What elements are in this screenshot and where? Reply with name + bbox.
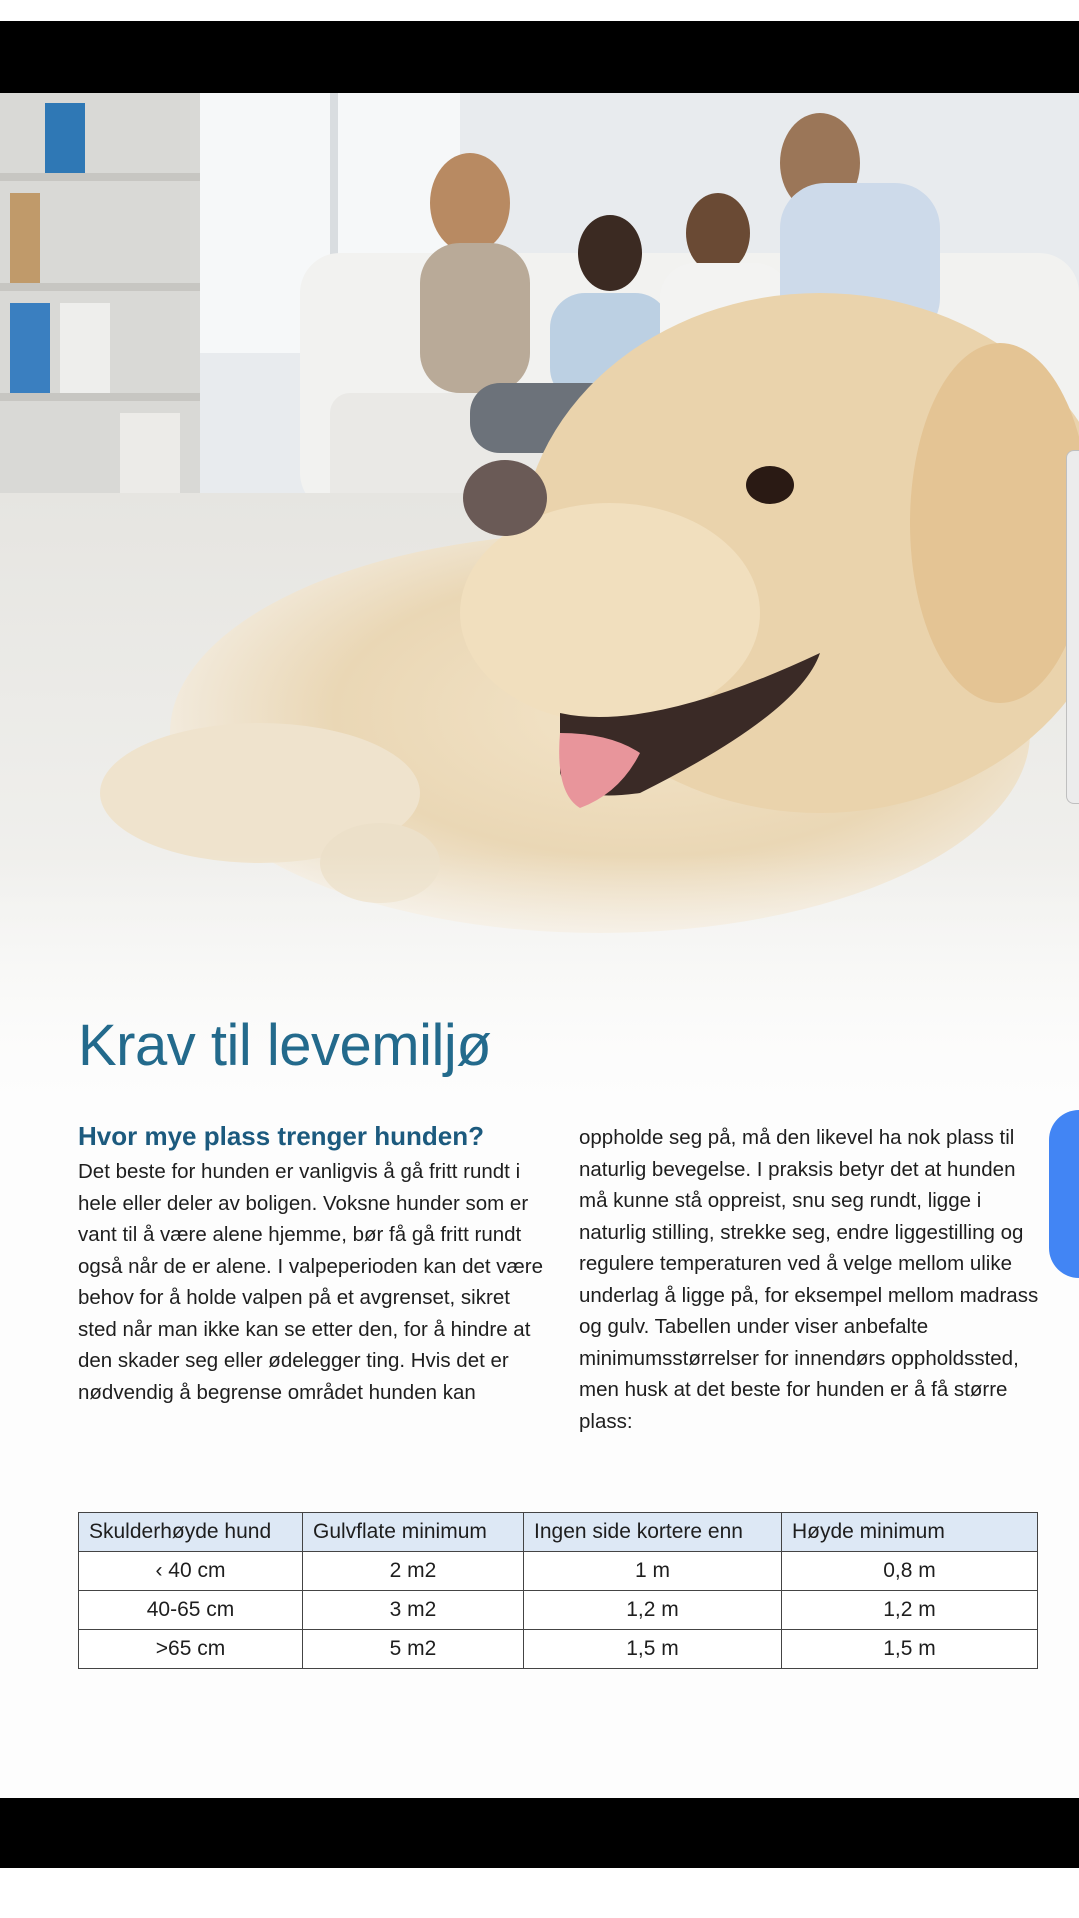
table-cell: 3 m2	[303, 1591, 524, 1630]
table-cell: 5 m2	[303, 1630, 524, 1669]
bottom-area	[0, 1868, 1079, 1918]
column-header: Gulvflate minimum	[303, 1513, 524, 1552]
table-row	[79, 1552, 1038, 1591]
family-and-dog-illustration	[0, 93, 1079, 1100]
page-title: Krav til levemiljø	[78, 1013, 492, 1078]
bottom-black-bar	[0, 1798, 1079, 1868]
section-heading: Hvor mye plass trenger hunden?	[78, 1121, 484, 1151]
table-cell: 1,2 m	[524, 1591, 782, 1630]
table-row	[79, 1630, 1038, 1669]
floating-side-tab[interactable]	[1049, 1110, 1079, 1278]
table-header-row	[79, 1513, 1038, 1552]
table-cell: 0,8 m	[782, 1552, 1038, 1591]
column-header: Ingen side kortere enn	[524, 1513, 782, 1552]
status-area	[0, 0, 1079, 21]
edge-panel-handle[interactable]	[1066, 450, 1079, 804]
table-cell: 1 m	[524, 1552, 782, 1591]
table-cell: 1,2 m	[782, 1591, 1038, 1630]
text-column-left	[78, 1122, 543, 1408]
column-header: Skulderhøyde hund	[79, 1513, 303, 1552]
top-black-bar	[0, 21, 1079, 93]
text-column-right	[579, 1122, 1039, 1437]
body-text-left: Det beste for hunden er vanligvis å gå fritt rundt i hele eller deler av boligen. Voksne hunder som er vant til å være alene hjemme, bør få gå fritt rundt også når de er alene. I valpeperioden kan det være behov for å holde valpen på et avgrenset, sikret sted når man ikke kan se etter den, for å hindre at den skader seg eller ødelegger ting. Hvis det er nødvendig å begrense området hunden kan	[78, 1160, 543, 1404]
table-cell: >65 cm	[79, 1630, 303, 1669]
size-requirements-table	[78, 1512, 1038, 1669]
table-cell: 1,5 m	[782, 1630, 1038, 1669]
hero-photo	[0, 93, 1079, 1100]
table-cell: 2 m2	[303, 1552, 524, 1591]
table-cell: 40-65 cm	[79, 1591, 303, 1630]
table-cell: ‹ 40 cm	[79, 1552, 303, 1591]
body-text-right: oppholde seg på, må den likevel ha nok plass til naturlig bevegelse. I praksis betyr det at hunden må kunne stå oppreist, snu seg rundt, ligge i naturlig stilling, strekke seg, endre liggestilling og regulere temperaturen ved å velge mellom ulike underlag å ligge på, for eksempel mellom madrass og gulv. Tabellen under viser anbefalte minimumsstørrelser for innendørs oppholdssted, men husk at det beste for hunden er å få større plass:	[579, 1126, 1039, 1433]
table-cell: 1,5 m	[524, 1630, 782, 1669]
table-row	[79, 1591, 1038, 1630]
column-header: Høyde minimum	[782, 1513, 1038, 1552]
